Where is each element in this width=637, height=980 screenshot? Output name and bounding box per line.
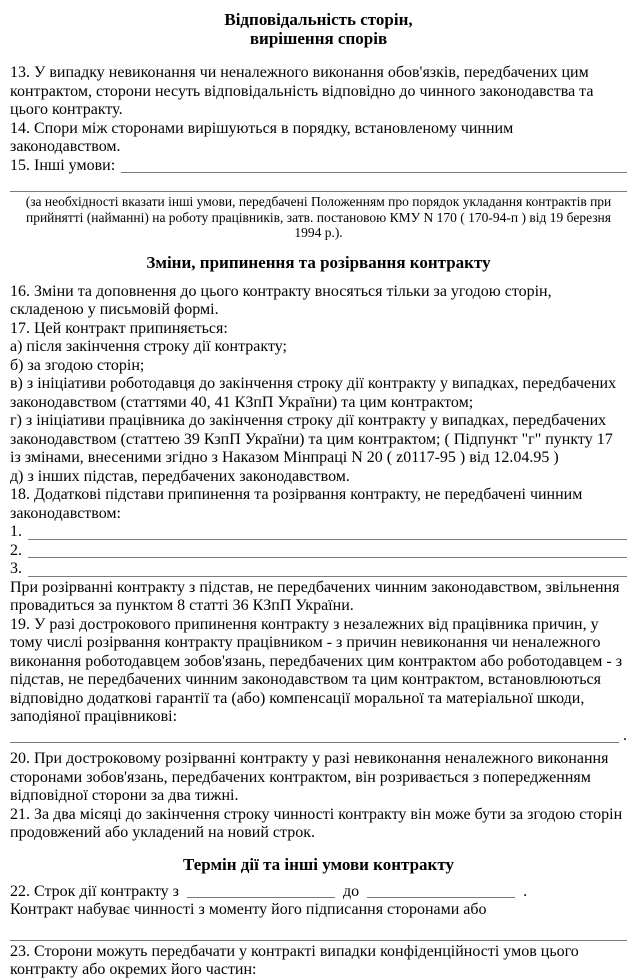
numbered-blank-2-label: 2. bbox=[10, 541, 22, 559]
paragraph-15 bbox=[10, 157, 627, 176]
paragraph-17-item-g: г) з ініціативи працівника до закінчення строку дії контракту у випадках, передбачених законодавством (статтею 39 КзпП України) та цим контрактом; ( Підпункт "г" пункту 17 із змінами, внесеними згідно з Наказом Мінпраці N 20 ( z0117-95 ) від 12.04.95 ) bbox=[10, 412, 613, 466]
paragraph-15-label: 15. Інші умови: bbox=[10, 156, 116, 174]
numbered-blank-1-label: 1. bbox=[10, 523, 22, 540]
blank-line-3 bbox=[28, 560, 627, 577]
paragraph-17-item-a: а) після закінчення строку дії контракту; bbox=[10, 338, 287, 355]
blank-line-other-terms bbox=[121, 157, 627, 174]
numbered-blank-1 bbox=[10, 523, 627, 542]
blank-line-validity-continued bbox=[10, 924, 627, 941]
document-title bbox=[10, 10, 627, 48]
numbered-blank-2 bbox=[10, 542, 627, 561]
blank-line-other-terms-continued bbox=[10, 175, 627, 192]
paragraph-23: 23. Сторони можуть передбачати у контракті випадки конфіденційності умов цього контракту або окремих його частин: bbox=[10, 942, 579, 978]
paragraph-22 bbox=[10, 883, 627, 902]
paragraph-22-suffix: . bbox=[523, 882, 528, 900]
blank-line-fill bbox=[10, 727, 619, 744]
paragraph-22-prefix: 22. Строк дії контракту з bbox=[10, 882, 179, 900]
paragraph-13: 13. У випадку невиконання чи неналежного виконання обов'язків, передбачених цим контрактом, сторони несуть відповідальність відповідно до чинного законодавства та цього контракту. bbox=[10, 64, 594, 118]
section-heading-changes: Зміни, припинення та розірвання контракту bbox=[146, 252, 491, 272]
blank-date-from bbox=[187, 885, 335, 898]
paragraph-17-item-v: в) з ініціативи роботодавця до закінчення строку дії контракту у випадках, передбачених законодавством (статтями 40, 41 КЗпП України) та цим контрактом; bbox=[10, 375, 617, 411]
paragraph-18-note: При розірванні контракту з підстав, не передбачених чинним законодавством, звільнення провадиться за пунктом 8 статті 36 КЗпП України. bbox=[10, 578, 620, 614]
paragraph-21: 21. За два місяці до закінчення строку чинності контракту він може бути за згодою сторін продовжений або укладений на новий строк. bbox=[10, 805, 623, 841]
paragraph-14: 14. Спори між сторонами вирішуються в порядку, встановленому чинним законодавством. bbox=[10, 119, 514, 155]
paragraph-19: 19. У разі дострокового припинення контракту з незалежних від працівника причин, у тому числі розірвання контракту працівником - з причин невиконання чи неналежного виконання роботодавцем зобов'язань, передбачених цим контрактом або роботодавцем - з підстав, не передбачених чинним законодавством та цим контрактом, встановлюються відповідно додаткові гарантії та (або) компенсації моральної та матеріальної шкоди, заподіяної працівникові: bbox=[10, 615, 623, 725]
paragraph-17-item-b: б) за згодою сторін; bbox=[10, 356, 145, 374]
section-heading-term: Термін дії та інші умови контракту bbox=[183, 854, 454, 874]
title-line-1: Відповідальність сторін, bbox=[224, 10, 413, 29]
blank-line-compensations bbox=[10, 727, 627, 746]
footnote-kmu-regulation: (за необхідності вказати інші умови, передбачені Положенням про порядок укладання контрактів при прийнятті (найманні) на роботу працівників, затв. постановою КМУ N 170 ( 170-94-п ) від 19 березня 1994 р.). bbox=[25, 194, 612, 240]
paragraph-22-middle: до bbox=[342, 882, 360, 900]
blank-line-2 bbox=[28, 542, 627, 559]
paragraph-16: 16. Зміни та доповнення до цього контракту вносяться тільки за угодою сторін, складеною у письмовій формі. bbox=[10, 282, 552, 318]
paragraph-17-intro: 17. Цей контракт припиняється: bbox=[10, 319, 228, 337]
blank-date-to bbox=[367, 885, 515, 898]
paragraph-17-item-d: д) з інших підстав, передбачених законодавством. bbox=[10, 467, 350, 485]
numbered-blank-3 bbox=[10, 560, 627, 579]
numbered-blank-3-label: 3. bbox=[10, 560, 22, 577]
paragraph-22b: Контракт набуває чинності з моменту його підписання сторонами або bbox=[10, 901, 487, 918]
blank-line-1 bbox=[28, 523, 627, 540]
title-line-2: вирішення спорів bbox=[249, 29, 388, 48]
paragraph-20: 20. При достроковому розірванні контракту у разі невиконання неналежного виконання сторонами зобов'язань, передбачених контрактом, він розривається з попередженням відповідної сторони за два тижні. bbox=[10, 750, 609, 804]
trailing-period: . bbox=[623, 726, 627, 744]
paragraph-18: 18. Додаткові підстави припинення та розірвання контракту, не передбачені чинним законодавством: bbox=[10, 486, 583, 522]
